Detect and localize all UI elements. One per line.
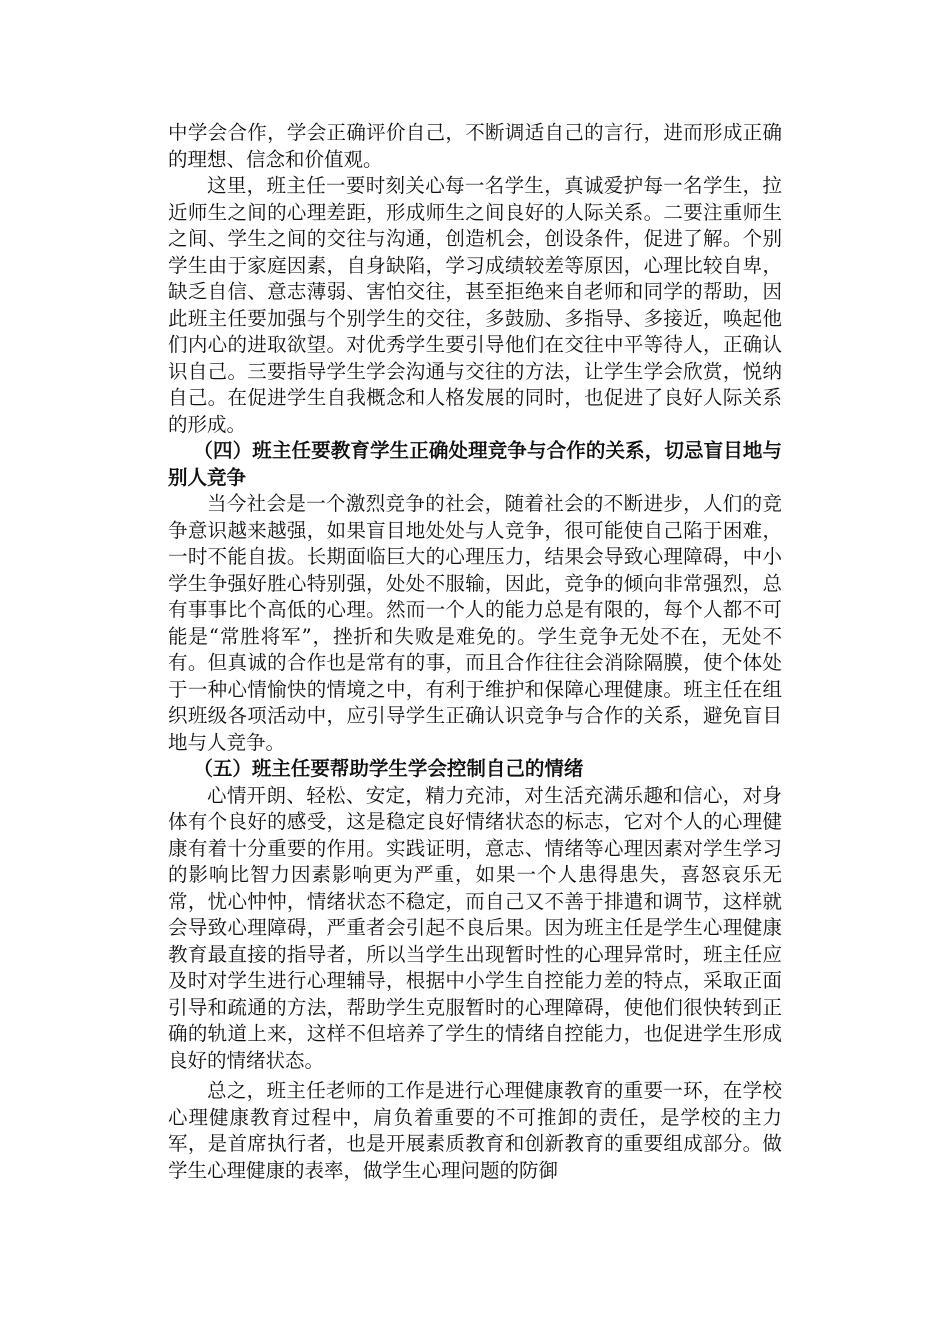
paragraph-continuation: 中学会合作，学会正确评价自己，不断调适自己的言行，进而形成正确的理想、信念和价值观。 [168, 121, 782, 171]
section-heading-five: （五）班主任要帮助学生学会控制自己的情绪 [193, 757, 584, 780]
paragraph-competition: 当今社会是一个激烈竞争的社会，随着社会的不断进步，人们的竞争意识越来越强，如果盲目地处处与人竞争，很可能使自己陷于困难，一时不能自拔。长期面临巨大的心理压力，结果会导致心理障碍，中小学生争强好胜心特别强，处处不服输，因此，竞争的倾向非常强烈，总有事事比个高低的心理。然而一个人的能力总是有限的，每个人都不可能是“常胜将军”，挫折和失败是难免的。学生竞争无处不在，无处不有。但真诚的合作也是常有的事，而且合作往往会消除隔膜，使个体处于一种心情愉快的情境之中，有利于维护和保障心理健康。班主任在组织班级各项活动中，应引导学生正确认识竞争与合作的关系，避免盲目地与人竞争。 [168, 492, 782, 754]
section-heading-four: （四）班主任要教育学生正确处理竞争与合作的关系，切忌盲目地与别人竞争 [168, 439, 782, 489]
paragraph-conclusion: 总之，班主任老师的工作是进行心理健康教育的重要一环，在学校心理健康教育过程中，肩负着重要的不可推卸的责任，是学校的主力军，是首席执行者，也是开展素质教育和创新教育的重要组成部分。做学生心理健康的表率，做学生心理问题的防御 [168, 1079, 782, 1182]
paragraph-emotions: 心情开朗、轻松、安定，精力充沛，对生活充满乐趣和信心，对身体有个良好的感受，这是稳定良好情绪状态的标志，它对个人的心理健康有着十分重要的作用。实践证明，意志、情绪等心理因素对学生学习的影响比智力因素影响更为严重，如果一个人患得患失，喜怒哀乐无常，忧心忡忡，情绪状态不稳定，而自己又不善于排遣和调节，这样就会导致心理障碍，严重者会引起不良后果。因为班主任是学生心理健康教育最直接的指导者，所以当学生出现暂时性的心理异常时，班主任应及时对学生进行心理辅导，根据中小学生自控能力差的特点，采取正面引导和疏通的方法，帮助学生克服暂时的心理障碍，使他们很快转到正确的轨道上来，这样不但培养了学生的情绪自控能力，也促进学生形成良好的情绪状态。 [168, 783, 782, 1072]
paragraph-relationships: 这里，班主任一要时刻关心每一名学生，真诚爱护每一名学生，拉近师生之间的心理差距，形成师生之间良好的人际关系。二要注重师生之间、学生之间的交往与沟通，创造机会，创设条件，促进了解。个别学生由于家庭因素，自身缺陷，学习成绩较差等原因，心理比较自卑，缺乏自信、意志薄弱、害怕交往，甚至拒绝来自老师和同学的帮助，因此班主任要加强与个别学生的交往，多鼓励、多指导、多接近，唤起他们内心的进取欲望。对优秀学生要引导他们在交往中平等待人，正确认识自己。三要指导学生学会沟通与交往的方法，让学生学会欣赏，悦纳自己。在促进学生自我概念和人格发展的同时，也促进了良好人际关系的形成。 [168, 174, 782, 436]
document-page [168, 120, 782, 1184]
